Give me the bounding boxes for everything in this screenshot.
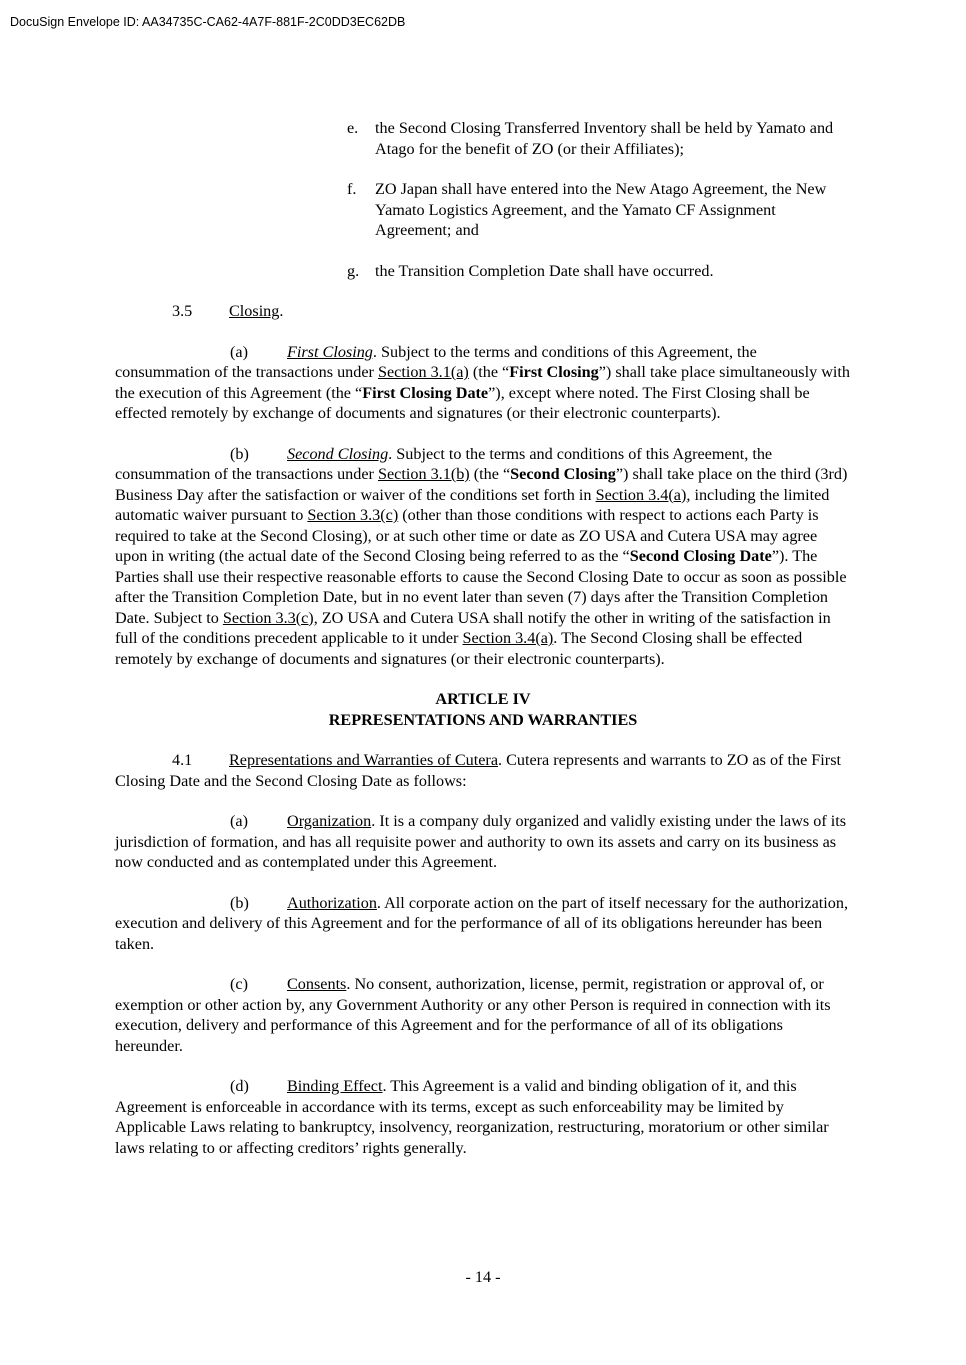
paragraph-label: (c) [230,975,248,993]
section-4-1-intro: 4.1 Representations and Warranties of Cutera. Cutera represents and warrants to ZO as of the First Closing Date and the Second Closing Date as follows: [115,751,841,790]
article-number: ARTICLE IV [435,690,531,708]
paragraph-heading: Organization [287,812,372,830]
list-item-f [347,179,851,241]
paragraph-organization: (a) Organization. It is a company duly organized and validly existing under the laws of its jurisdiction of formation, and has all requisite power and authority to own its assets and carry on its business as now conducted and as contemplated under this Agreement. [115,812,847,871]
article-title: REPRESENTATIONS AND WARRANTIES [328,710,638,729]
paragraph-heading: Authorization [287,893,377,912]
list-item-g [347,261,851,282]
paragraph-second-closing: (b) Second Closing. Subject to the terms and conditions of this Agreement, the consummation of the transactions under Section 3.1(b) (the “Second Closing”) shall take place on the third (3rd) Business Day after the satisfaction or waiver of the conditions set forth in Section 3.4(a), including the limited automatic waiver pursuant to Section 3.3(c) (other than those conditions with respect to actions each Party is required to take at the Second Closing), or at such other time or date as ZO USA and Cutera USA may agree upon in writing (the actual date of the Second Closing being referred to as the “Second Closing Date”). The Parties shall use their respective reasonable efforts to cause the Second Closing Date to occur as soon as possible after the Transition Completion Date, but in no event later than seven (7) days after the Transition Completion Date. Subject to Section 3.3(c), ZO USA and Cutera USA shall notify the other in writing of the satisfaction in full of the conditions precedent applicable to it under Section 3.4(a). The Second Closing shall be effected remotely by exchange of documents and signatures (or their electronic counterparts). [115,444,848,668]
section-reference: Section 3.4(a) [462,629,554,647]
paragraph-heading: First Closing [287,342,373,361]
paragraph-authorization: (b) Authorization. All corporate action on the part of itself necessary for the authorization, execution and delivery of this Agreement and for the performance of all of its obligations hereunder has been taken. [115,893,848,953]
document-page [115,118,851,1178]
defined-term: Second Closing Date [629,547,772,565]
paragraph-label: (a) [230,342,248,361]
list-item-label: g. [347,261,360,280]
defined-term: First Closing Date [362,383,489,402]
list-item-text: the Second Closing Transferred Inventory shall be held by Yamato and Atago for the benefit of ZO (or their Affiliates); [375,119,834,158]
list-item-e [347,118,851,159]
docusign-envelope-id: DocuSign Envelope ID: AA34735C-CA62-4A7F-881F-2C0DD3EC62DB [10,15,406,29]
list-item-text: ZO Japan shall have entered into the New Atago Agreement, the New Yamato Logistics Agreement, and the Yamato CF Assignment Agreement; and [375,180,827,239]
list-item-label: e. [347,119,359,137]
paragraph-label: (b) [230,893,249,912]
list-item-text: the Transition Completion Date shall have occurred. [375,261,714,280]
paragraph-label: (d) [230,1077,249,1095]
page-number: - 14 - [465,1268,501,1286]
section-reference: Section 3.1(a) [377,363,469,381]
paragraph-heading: Consents [287,975,347,993]
paragraph-label: (a) [230,812,248,830]
paragraph-heading: Second Closing [287,444,389,463]
section-reference: Section 3.3(c) [307,506,399,524]
paragraph-consents: (c) Consents. No consent, authorization, license, permit, registration or approval of, or exemption or other action by, any Government Authority or any other Person is required in connection with its execution, delivery and performance of this Agreement and for the performance of all of its obligations hereunder. [115,975,831,1055]
defined-term: Second Closing [510,465,616,483]
section-title: Representations and Warranties of Cutera [229,751,498,769]
defined-term: First Closing [509,363,599,381]
section-reference: Section 3.4(a) [595,485,687,504]
paragraph-binding-effect: (d) Binding Effect. This Agreement is a valid and binding obligation of it, and this Agreement is enforceable in accordance with its terms, except as such enforceability may be limited by Applicable Laws relating to bankruptcy, insolvency, reorganization, restructuring, moratorium or other similar laws relating to or affecting creditors’ rights generally. [115,1077,829,1157]
section-3-5-heading: 3.5 Closing. [172,302,284,320]
paragraph-first-closing: (a) First Closing. Subject to the terms and conditions of this Agreement, the consummation of the transactions under Section 3.1(a) (the “First Closing”) shall take place simultaneously with the execution of this Agreement (the “First Closing Date”), except where noted. The First Closing shall be effected remotely by exchange of documents and signatures (or their electronic counterparts). [115,342,851,422]
section-number: 4.1 [172,751,193,769]
list-item-label: f. [347,180,357,198]
section-reference: Section 3.1(b) [377,465,470,483]
article-heading [115,689,851,730]
section-title: Closing [229,302,280,320]
section-number: 3.5 [172,302,193,320]
paragraph-label: (b) [230,444,249,463]
section-reference: Section 3.3(c) [222,608,314,627]
paragraph-heading: Binding Effect [287,1077,383,1095]
